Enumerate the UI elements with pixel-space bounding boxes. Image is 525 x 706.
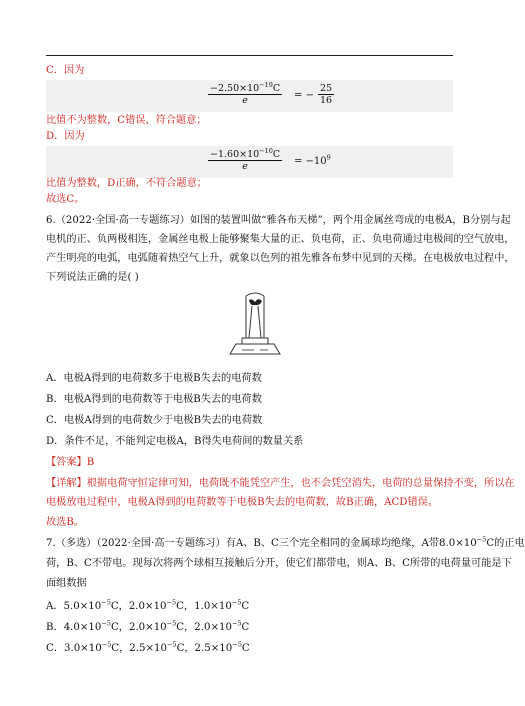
q6-option-b: B．电极A得到的电荷数等于电极B失去的电荷数 xyxy=(46,394,262,405)
formula-box-c xyxy=(46,80,453,112)
q7-stem-line3: 面组数据 xyxy=(46,578,87,589)
option-c-conclusion: 比值不为整数，C错误，符合题意； xyxy=(46,115,207,126)
formula-c-numerator: $-2.50\times 10^{-19}C$ xyxy=(210,80,281,94)
q7-stem-line2: 荷，B、C不带电。现每次将两个球相互接触后分开，使它们都带电，则A、B、C所带的电荷量可能是下 xyxy=(46,558,512,569)
formula-d-numerator: $-1.60\times 10^{-10}C$ xyxy=(210,146,281,160)
formula-c-fraction xyxy=(208,80,282,106)
q6-final: 故选B。 xyxy=(46,517,85,528)
q6-stem-line3: 产生明亮的电弧，电弧随着热空气上升，就象以色列的祖先雅各布梦中见到的天梯。在电极放电过程中， xyxy=(46,253,515,264)
option-c-label: C．因为 xyxy=(46,65,85,76)
q6-stem-line1: 6.（2022·全国·高一专题练习）如图的装置叫做“雅各布天梯”，两个用金属丝弯成的电极A，B分别与起 xyxy=(46,215,511,226)
q7-option-a: A．$5.0\times 10^{-5}C$，$2.0\times 10^{-5}C$，$1.0\times 10^{-5}C$ xyxy=(46,598,250,612)
formula-box-d xyxy=(46,146,453,178)
q6-option-d: D．条件不足，不能判定电极A，B得失电荷间的数量关系 xyxy=(46,436,304,447)
q6-detail-line2: 电极放电过程中，电极A得到的电荷数等于电极B失去的电荷数，故B正确，ACD错误。 xyxy=(46,497,439,508)
jacobs-ladder-figure xyxy=(224,292,286,358)
q6-detail-line1: 【详解】根据电荷守恒定律可知，电荷既不能凭空产生，也不会凭空消失，电荷的总量保持不变，所以在 xyxy=(46,478,515,489)
q7-option-b: B．$4.0\times 10^{-5}C$，$2.0\times 10^{-5}C$，$2.0\times 10^{-5}C$ xyxy=(46,619,250,633)
formula-c-result: $\frac{25}{16}$ xyxy=(320,83,333,106)
option-d-label: D．因为 xyxy=(46,131,85,142)
q6-answer: 【答案】B xyxy=(46,457,95,468)
q7-option-c: C．$3.0\times 10^{-5}C$，$2.5\times 10^{-5}C$，$2.5\times 10^{-5}C$ xyxy=(46,640,250,654)
formula-d-equals: = $-10^9$ xyxy=(294,153,331,167)
section-d-final: 故选C。 xyxy=(46,194,85,205)
q6-stem-line4: 下列说法正确的是( ) xyxy=(46,272,139,283)
formula-d-denominator: e xyxy=(242,161,248,172)
q6-option-c: C．电极A得到的电荷数少于电极B失去的电荷数 xyxy=(46,415,263,426)
formula-c-equals: = − xyxy=(294,90,314,101)
option-d-conclusion: 比值为整数，D正确，不符合题意； xyxy=(46,178,207,189)
header-rule xyxy=(46,55,453,56)
q7-stem-line1: 7.（多选）（2022·全国·高一专题练习）有A、B、C三个完全相同的金属球均绝缘，A带$8.0\times 10^{-5}C$的正电 xyxy=(46,535,525,549)
formula-c-denominator: e xyxy=(242,95,248,106)
q6-option-a: A．电极A得到的电荷数多于电极B失去的电荷数 xyxy=(46,373,262,384)
formula-d-fraction xyxy=(208,146,282,172)
q6-stem-line2: 电机的正、负两极相连，金属丝电极上能够聚集大量的正、负电荷，正、负电荷通过电极间的空气放电， xyxy=(46,234,515,245)
